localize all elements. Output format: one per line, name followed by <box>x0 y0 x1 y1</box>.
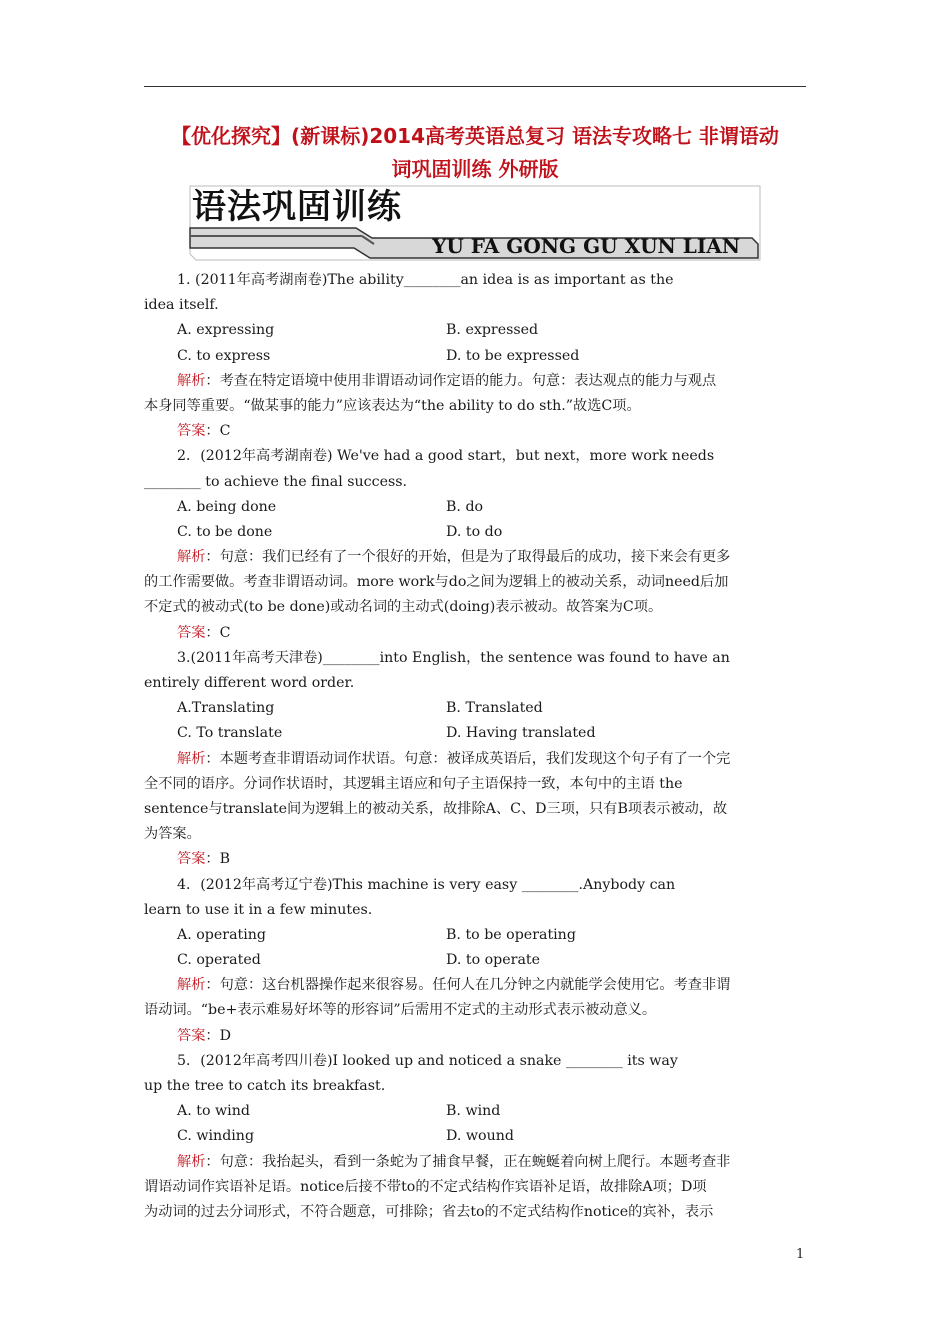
analysis-line <box>144 772 806 797</box>
answer-line <box>144 1024 806 1049</box>
answer-value: ：C <box>205 624 231 641</box>
option-row <box>144 1099 806 1124</box>
analysis-line <box>144 369 806 394</box>
option-row <box>144 495 806 520</box>
option-row <box>144 520 806 545</box>
analysis-line <box>144 973 806 998</box>
answer-option: D. to do <box>446 523 503 540</box>
analysis-line <box>144 797 806 822</box>
answer-option: D. wound <box>446 1128 514 1145</box>
question-block <box>144 873 806 1049</box>
analysis-text: ：句意：我们已经有了一个很好的开始，但是为了取得最后的成功，接下来会有更多 <box>205 549 731 566</box>
question-block <box>144 1049 806 1225</box>
analysis-text: sentence与translate间为逻辑上的被动关系，故排除A、C、D三项，只有B项表示被动，故 <box>144 800 728 817</box>
answer-option: A.Translating <box>177 700 275 717</box>
option-row <box>144 923 806 948</box>
answer-option: B. to be operating <box>446 926 576 943</box>
analysis-text: 为答案。 <box>144 826 201 843</box>
option-row <box>144 948 806 973</box>
answer-line <box>144 419 806 444</box>
answer-option: D. to operate <box>446 952 540 969</box>
option-row <box>144 696 806 721</box>
header-rule <box>144 86 806 87</box>
answer-value: ：D <box>205 1027 231 1044</box>
analysis-line <box>144 1150 806 1175</box>
question-stem-line: ________ to achieve the final success. <box>144 473 408 490</box>
analysis-text: ：本题考查非谓语动词作状语。句意：被译成英语后，我们发现这个句子有了一个完 <box>205 750 731 767</box>
answer-label: 答案 <box>177 851 206 868</box>
answer-option: B. do <box>446 498 484 515</box>
analysis-line <box>144 1175 806 1200</box>
answer-line <box>144 847 806 872</box>
question-stem-line: 5．(2012年高考四川卷)I looked up and noticed a snake ________ its way <box>177 1052 678 1069</box>
question-stem-line: up the tree to catch its breakfast. <box>144 1078 386 1094</box>
analysis-line <box>144 545 806 570</box>
analysis-text: ：句意：这台机器操作起来很容易。任何人在几分钟之内就能学会使用它。考查非谓 <box>205 977 731 994</box>
analysis-text: 语动词。“be+表示难易好坏等的形容词”后需用不定式的主动形式表示被动意义。 <box>144 1002 657 1019</box>
question-list <box>144 268 806 1225</box>
analysis-text: 为动词的过去分词形式，不符合题意，可排除；省去to的不定式结构作notice的宾补，表示 <box>144 1203 714 1220</box>
answer-option: B. expressed <box>446 322 539 339</box>
analysis-text: 全不同的语序。分词作状语时，其逻辑主语应和句子主语保持一致，本句中的主语 the <box>144 775 683 792</box>
answer-option: C. To translate <box>177 725 283 742</box>
answer-option: B. wind <box>446 1103 501 1120</box>
analysis-line <box>144 570 806 595</box>
answer-label: 答案 <box>177 423 206 440</box>
question-stem-line: 4．(2012年高考辽宁卷)This machine is very easy ________.Anybody can <box>177 876 676 893</box>
section-banner <box>186 184 762 264</box>
option-row <box>144 344 806 369</box>
answer-label: 答案 <box>177 624 206 641</box>
analysis-text: 不定式的被动式(to be done)或动名词的主动式(doing)表示被动。故答案为C项。 <box>144 599 663 616</box>
question-stem-line: entirely different word order. <box>144 675 355 691</box>
question-stem-line: 1. (2011年高考湖南卷)The ability________an idea is as important as the <box>177 272 674 288</box>
question-block <box>144 268 806 444</box>
analysis-text: ：考查在特定语境中使用非谓语动词作定语的能力。句意：表达观点的能力与观点 <box>205 372 717 389</box>
answer-option: A. operating <box>177 926 266 943</box>
analysis-text: ：句意：我抬起头，看到一条蛇为了捕食早餐，正在蜿蜒着向树上爬行。本题考查非 <box>205 1153 731 1170</box>
answer-option: D. Having translated <box>446 725 596 742</box>
answer-line <box>144 621 806 646</box>
analysis-line <box>144 747 806 772</box>
answer-option: A. to wind <box>177 1103 250 1120</box>
banner-title-cn: 语法巩固训练 <box>192 187 402 227</box>
analysis-label: 解析 <box>177 750 206 767</box>
banner-title-en: YU FA GONG GU XUN LIAN <box>432 234 740 258</box>
answer-option: C. operated <box>177 952 261 969</box>
option-row <box>144 318 806 343</box>
analysis-label: 解析 <box>177 549 206 566</box>
document-title-line-1: 【优化探究】(新课标)2014高考英语总复习 语法专攻略七 非谓语动 <box>171 124 779 148</box>
page-number: 1 <box>796 1247 805 1262</box>
question-block <box>144 646 806 873</box>
analysis-text: 本身同等重要。“做某事的能力”应该表达为“the ability to do sth.”故选C项。 <box>144 397 641 414</box>
analysis-text: 谓语动词作宾语补足语。notice后接不带to的不定式结构作宾语补足语，故排除A项；D项 <box>144 1178 707 1195</box>
analysis-label: 解析 <box>177 977 206 994</box>
answer-option: C. to be done <box>177 523 273 540</box>
analysis-line <box>144 1200 806 1225</box>
analysis-line <box>144 822 806 847</box>
analysis-text: 的工作需要做。考查非谓语动词。more work与do之间为逻辑上的被动关系，动词need后加 <box>144 574 729 591</box>
answer-value: ：B <box>205 851 231 868</box>
analysis-label: 解析 <box>177 372 206 389</box>
answer-option: C. to express <box>177 347 271 364</box>
analysis-line <box>144 394 806 419</box>
question-stem-line: 3.(2011年高考天津卷)________into English，the sentence was found to have an <box>177 649 730 666</box>
answer-option: A. being done <box>177 498 277 515</box>
option-row <box>144 1124 806 1149</box>
document-title-line-2: 词巩固训练 外研版 <box>391 157 559 181</box>
question-stem-line: learn to use it in a few minutes. <box>144 901 373 918</box>
analysis-line <box>144 595 806 620</box>
analysis-line <box>144 998 806 1023</box>
option-row <box>144 721 806 746</box>
answer-option: A. expressing <box>177 322 275 339</box>
answer-option: C. winding <box>177 1128 255 1145</box>
answer-value: ：C <box>205 423 231 440</box>
answer-label: 答案 <box>177 1027 206 1044</box>
answer-option: B. Translated <box>446 700 543 717</box>
question-block <box>144 444 806 646</box>
answer-option: D. to be expressed <box>446 347 580 364</box>
analysis-label: 解析 <box>177 1153 206 1170</box>
question-stem-line: 2．(2012年高考湖南卷) We've had a good start，but next，more work needs <box>177 448 715 465</box>
question-stem-line: idea itself. <box>144 297 219 314</box>
